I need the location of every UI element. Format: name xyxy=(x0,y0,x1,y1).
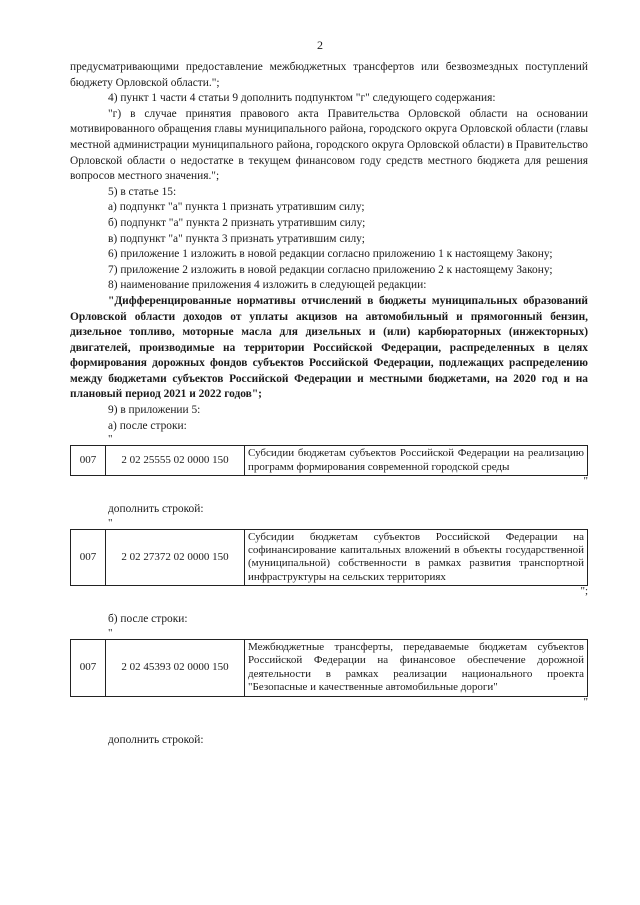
admin-code-cell: 007 xyxy=(71,529,106,586)
kbk-cell: 2 02 45393 02 0000 150 xyxy=(106,639,245,696)
revenue-name-cell: Межбюджетные трансферты, передаваемые бюджетам субъектов Российской Федерации на финансовое обеспечение дорожной деятельности в рамках реализации национального проекта "Безопасные и качественные автомобильные дороги" xyxy=(245,639,588,696)
paragraph-item-7: 7) приложение 2 изложить в новой редакции согласно приложению 2 к настоящему Закону; xyxy=(108,263,553,276)
table-row xyxy=(71,446,588,476)
paragraph-subitem-g: "г) в случае принятия правового акта Правительства Орловской области на основании мотивированного обращения главы муниципального района, городского округа Орловской области (главы местной администрации муниципального района, городского округа Орловской области) в Правительство Орловской области о недостатке в текущем финансовом году средств местного бюджета для решения вопросов местного значения."; xyxy=(70,107,588,183)
label-after-row-b: б) после строки: xyxy=(108,613,188,626)
admin-code-cell: 007 xyxy=(71,446,106,476)
paragraph-5b: б) подпункт "а" пункта 2 признать утратившим силу; xyxy=(108,216,366,229)
revenue-name-cell: Субсидии бюджетам субъектов Российской Федерации на софинансирование капитальных вложений в объекты государственной (муниципальной) собственности в рамках развития транспортной инфраструктуры на сельских территориях xyxy=(245,529,588,586)
table-row-1 xyxy=(70,445,588,476)
paragraph-9a: а) после строки: xyxy=(108,419,187,432)
kbk-cell: 2 02 25555 02 0000 150 xyxy=(106,446,245,476)
admin-code-cell: 007 xyxy=(71,639,106,696)
open-quote-3: " xyxy=(108,626,113,639)
table-row-2 xyxy=(70,529,588,587)
paragraph-item-4: 4) пункт 1 части 4 статьи 9 дополнить подпунктом "г" следующего содержания: xyxy=(108,92,496,105)
page-number: 2 xyxy=(317,38,323,52)
close-quote-2: "; xyxy=(580,585,588,598)
kbk-cell: 2 02 27372 02 0000 150 xyxy=(106,529,245,586)
paragraph-continuation: предусматривающими предоставление межбюджетных трансфертов или безвозмездных поступлений бюджету Орловской области."; xyxy=(70,61,588,89)
appendix-4-title: "Дифференцированные нормативы отчислений в бюджеты муниципальных образований Орловской области доходов от уплаты акцизов на автомобильный и прямогонный бензин, дизельное топливо, моторные масла для дизельных и (или) карбюраторных (инжекторных) двигателей, производимые на территории Российской Федерации, распределенных в целях формирования дорожных фондов субъектов Российской Федерации, подлежащих распределению между бюджетами субъектов Российской Федерации и местными бюджетами, на 2020 год и на плановый период 2021 и 2022 годов"; xyxy=(70,294,588,401)
label-add-row-1: дополнить строкой: xyxy=(108,503,204,516)
close-quote-1: " xyxy=(583,475,588,488)
open-quote-2: " xyxy=(108,516,113,529)
revenue-name-cell: Субсидии бюджетам субъектов Российской Федерации на реализацию программ формирования современной городской среды xyxy=(245,446,588,476)
paragraph-item-8: 8) наименование приложения 4 изложить в следующей редакции: xyxy=(108,279,427,292)
paragraph-item-9: 9) в приложении 5: xyxy=(108,404,201,417)
paragraph-item-5: 5) в статье 15: xyxy=(108,185,177,198)
paragraph-item-6: 6) приложение 1 изложить в новой редакции согласно приложению 1 к настоящему Закону; xyxy=(108,248,553,261)
close-quote-3: " xyxy=(583,695,588,708)
label-add-row-2: дополнить строкой: xyxy=(108,733,204,746)
paragraph-5a: а) подпункт "а" пункта 1 признать утратившим силу; xyxy=(108,201,365,214)
document-body xyxy=(70,60,588,748)
table-row xyxy=(71,639,588,696)
paragraph-5v: в) подпункт "а" пункта 3 признать утратившим силу; xyxy=(108,232,365,245)
table-row xyxy=(71,529,588,586)
open-quote-1: " xyxy=(108,433,113,446)
table-row-3 xyxy=(70,639,588,697)
